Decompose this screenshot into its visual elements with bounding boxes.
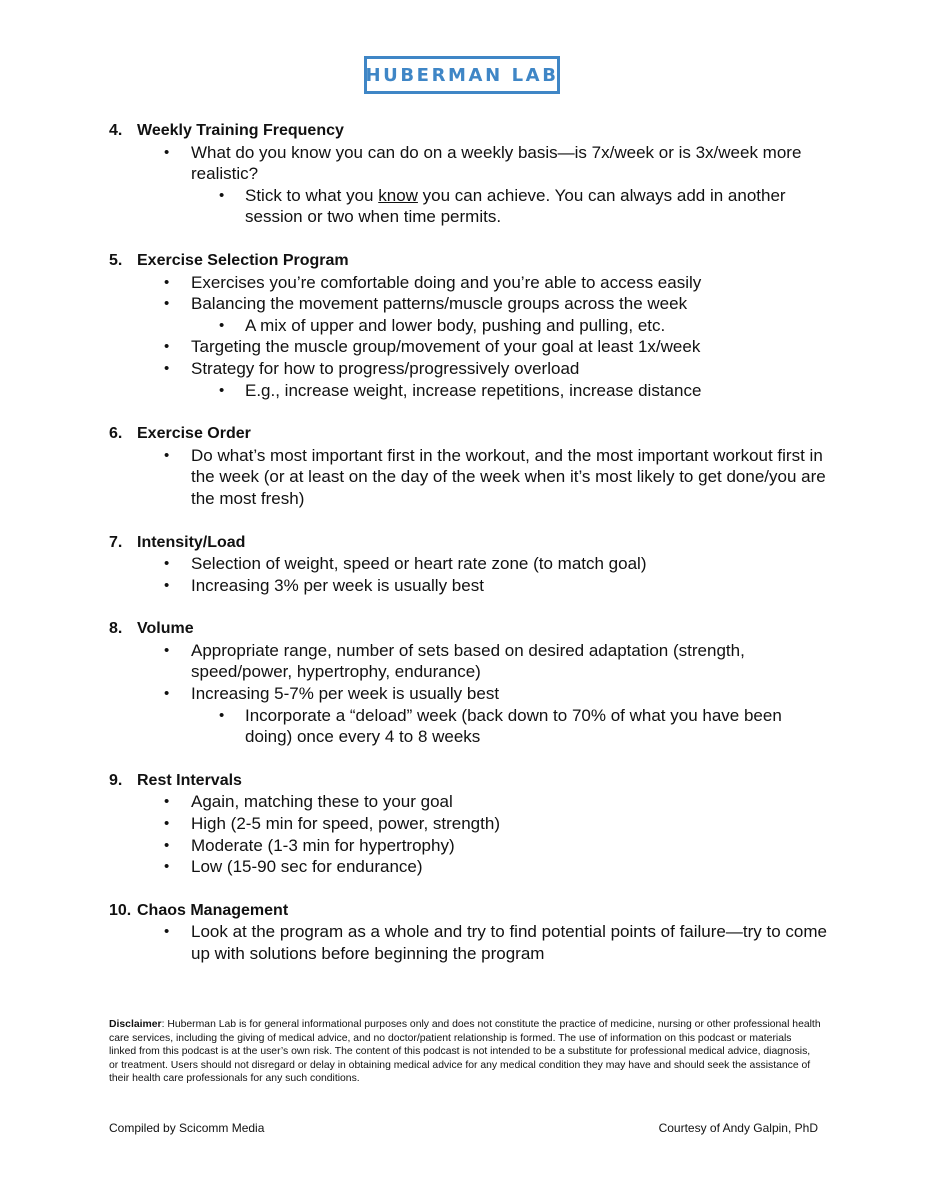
list-item: • High (2-5 min for speed, power, strength) [109,813,829,835]
bullet-list [109,272,829,402]
list-item: • Look at the program as a whole and try to find potential points of failure—try to come up with solutions before beginning the program [109,921,829,964]
underlined-word: know [378,185,418,205]
section-title: Volume [137,620,194,638]
section-6 [109,423,829,509]
list-item: • Moderate (1-3 min for hypertrophy) [109,835,829,857]
list-item: • Increasing 5-7% per week is usually best [109,683,829,705]
disclaimer [109,1018,821,1086]
list-item: • Again, matching these to your goal [109,791,829,813]
section-4 [109,120,829,228]
list-item: • Incorporate a “deload” week (back down to 70% of what you have been doing) once every 4 to 8 weeks [109,705,829,748]
list-item: • What do you know you can do on a weekly basis—is 7x/week or is 3x/week more realistic? [109,142,829,185]
section-number: 10. [109,901,132,919]
section-title: Exercise Order [137,425,251,443]
section-title: Intensity/Load [137,533,246,551]
list-item: • Balancing the movement patterns/muscle groups across the week [109,293,829,315]
section-9 [109,770,829,878]
bullet-list [109,142,829,228]
list-item: • Selection of weight, speed or heart rate zone (to match goal) [109,553,829,575]
list-item: • Do what’s most important first in the workout, and the most important workout first in the week (or at least on the day of the week when it’s most likely to get done/you are the most fresh) [109,445,829,510]
list-item: • Stick to what you know you can achieve. You can always add in another session or two when time permits. [109,185,829,228]
list-item: • Exercises you’re comfortable doing and you’re able to access easily [109,272,829,294]
bullet-list [109,640,829,748]
bullet-list [109,921,829,964]
bullet-list [109,553,829,596]
bullet-list [109,445,829,510]
logo [364,56,560,94]
section-number: 9. [109,771,123,789]
disclaimer-text: : Huberman Lab is for general informational purposes only and does not constitute the practice of medicine, nursing or other professional health care services, including the giving of medical advice, and no doctor/patient relationship is formed. The use of information on this podcast or materials linked from this podcast is at the user’s own risk. The content of this podcast is not intended to be a substitute for professional medical advice, diagnosis, or treatment. Users should not disregard or delay in obtaining medical advice for any medical condition they may have and should seek the assistance of their health care professionals for any such conditions. [109,1019,821,1084]
section-number: 6. [109,425,123,443]
section-title: Chaos Management [137,901,289,919]
section-title: Exercise Selection Program [137,251,349,269]
footer-courtesy: Courtesy of Andy Galpin, PhD [658,1121,818,1135]
section-title: Rest Intervals [137,771,242,789]
list-item: • Increasing 3% per week is usually best [109,575,829,597]
section-number: 8. [109,620,123,638]
section-number: 7. [109,533,123,551]
section-5 [109,250,829,401]
list-item: • Targeting the muscle group/movement of your goal at least 1x/week [109,336,829,358]
list-item: • E.g., increase weight, increase repetitions, increase distance [109,380,829,402]
section-7 [109,532,829,597]
section-number: 4. [109,122,123,139]
disclaimer-label: Disclaimer [109,1019,162,1030]
section-8 [109,618,829,748]
document-body [109,120,829,987]
section-number: 5. [109,251,123,269]
logo-text: HUBERMAN LAB [365,64,559,86]
list-item: • Strategy for how to progress/progressively overload [109,358,829,380]
footer-compiled-by: Compiled by Scicomm Media [109,1121,265,1135]
list-item: • A mix of upper and lower body, pushing and pulling, etc. [109,315,829,337]
section-title: Weekly Training Frequency [137,122,344,139]
bullet-list [109,791,829,877]
section-10 [109,900,829,965]
list-item: • Appropriate range, number of sets based on desired adaptation (strength, speed/power, hypertrophy, endurance) [109,640,829,683]
list-item: • Low (15-90 sec for endurance) [109,856,829,878]
